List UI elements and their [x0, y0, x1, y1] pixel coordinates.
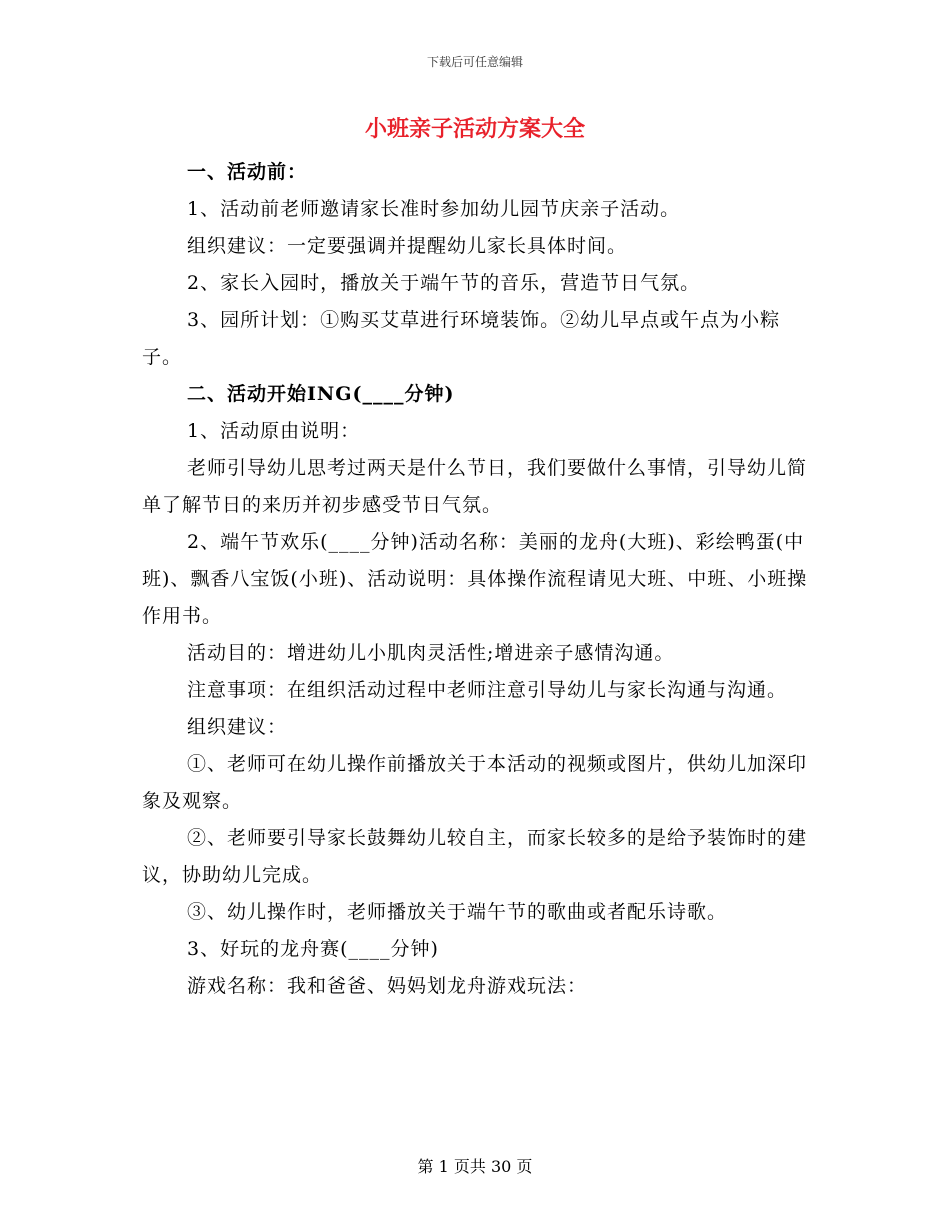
paragraph: ②、老师要引导家长鼓舞幼儿较自主，而家长较多的是给予装饰时的建议，协助幼儿完成。 — [142, 827, 808, 886]
paragraph: 老师引导幼儿思考过两天是什么节日，我们要做什么事情，引导幼儿简单了解节日的来历并初步感受节日气氛。 — [142, 457, 808, 516]
paragraph: 注意事项：在组织活动过程中老师注意引导幼儿与家长沟通与沟通。 — [187, 679, 788, 701]
document-body — [142, 154, 808, 1005]
paragraph: 活动目的：增进幼儿小肌肉灵活性;增进亲子感情沟通。 — [187, 642, 675, 664]
paragraph: 游戏名称：我和爸爸、妈妈划龙舟游戏玩法： — [187, 975, 588, 997]
document-title: 小班亲子活动方案大全 — [364, 116, 585, 142]
page-header-note: 下载后可任意编辑 — [426, 55, 523, 69]
paragraph: 3、园所计划：①购买艾草进行环境装饰。②幼儿早点或午点为小粽子。 — [142, 309, 781, 368]
paragraph: 2、家长入园时，播放关于端午节的音乐，营造节日气氛。 — [187, 272, 701, 294]
page-number-footer: 第 1 页共 30 页 — [417, 1157, 533, 1176]
paragraph: 组织建议：一定要强调并提醒幼儿家长具体时间。 — [187, 235, 628, 257]
paragraph: 2、端午节欢乐(____分钟)活动名称：美丽的龙舟(大班)、彩绘鸭蛋(中班)、飘香八宝饭(小班)、活动说明：具体操作流程请见大班、中班、小班操作用书。 — [142, 531, 808, 627]
paragraph: 1、活动原由说明： — [187, 420, 361, 442]
paragraph: 1、活动前老师邀请家长准时参加幼儿园节庆亲子活动。 — [187, 198, 681, 220]
paragraph: 组织建议： — [187, 716, 288, 738]
section-heading-before-activity: 一、活动前： — [187, 161, 308, 183]
section-heading-activity-start: 二、活动开始ING(____分钟) — [187, 383, 455, 405]
paragraph: ①、老师可在幼儿操作前播放关于本活动的视频或图片，供幼儿加深印象及观察。 — [142, 753, 808, 812]
paragraph: 3、好玩的龙舟赛(____分钟) — [187, 938, 439, 960]
paragraph: ③、幼儿操作时，老师播放关于端午节的歌曲或者配乐诗歌。 — [187, 901, 728, 923]
